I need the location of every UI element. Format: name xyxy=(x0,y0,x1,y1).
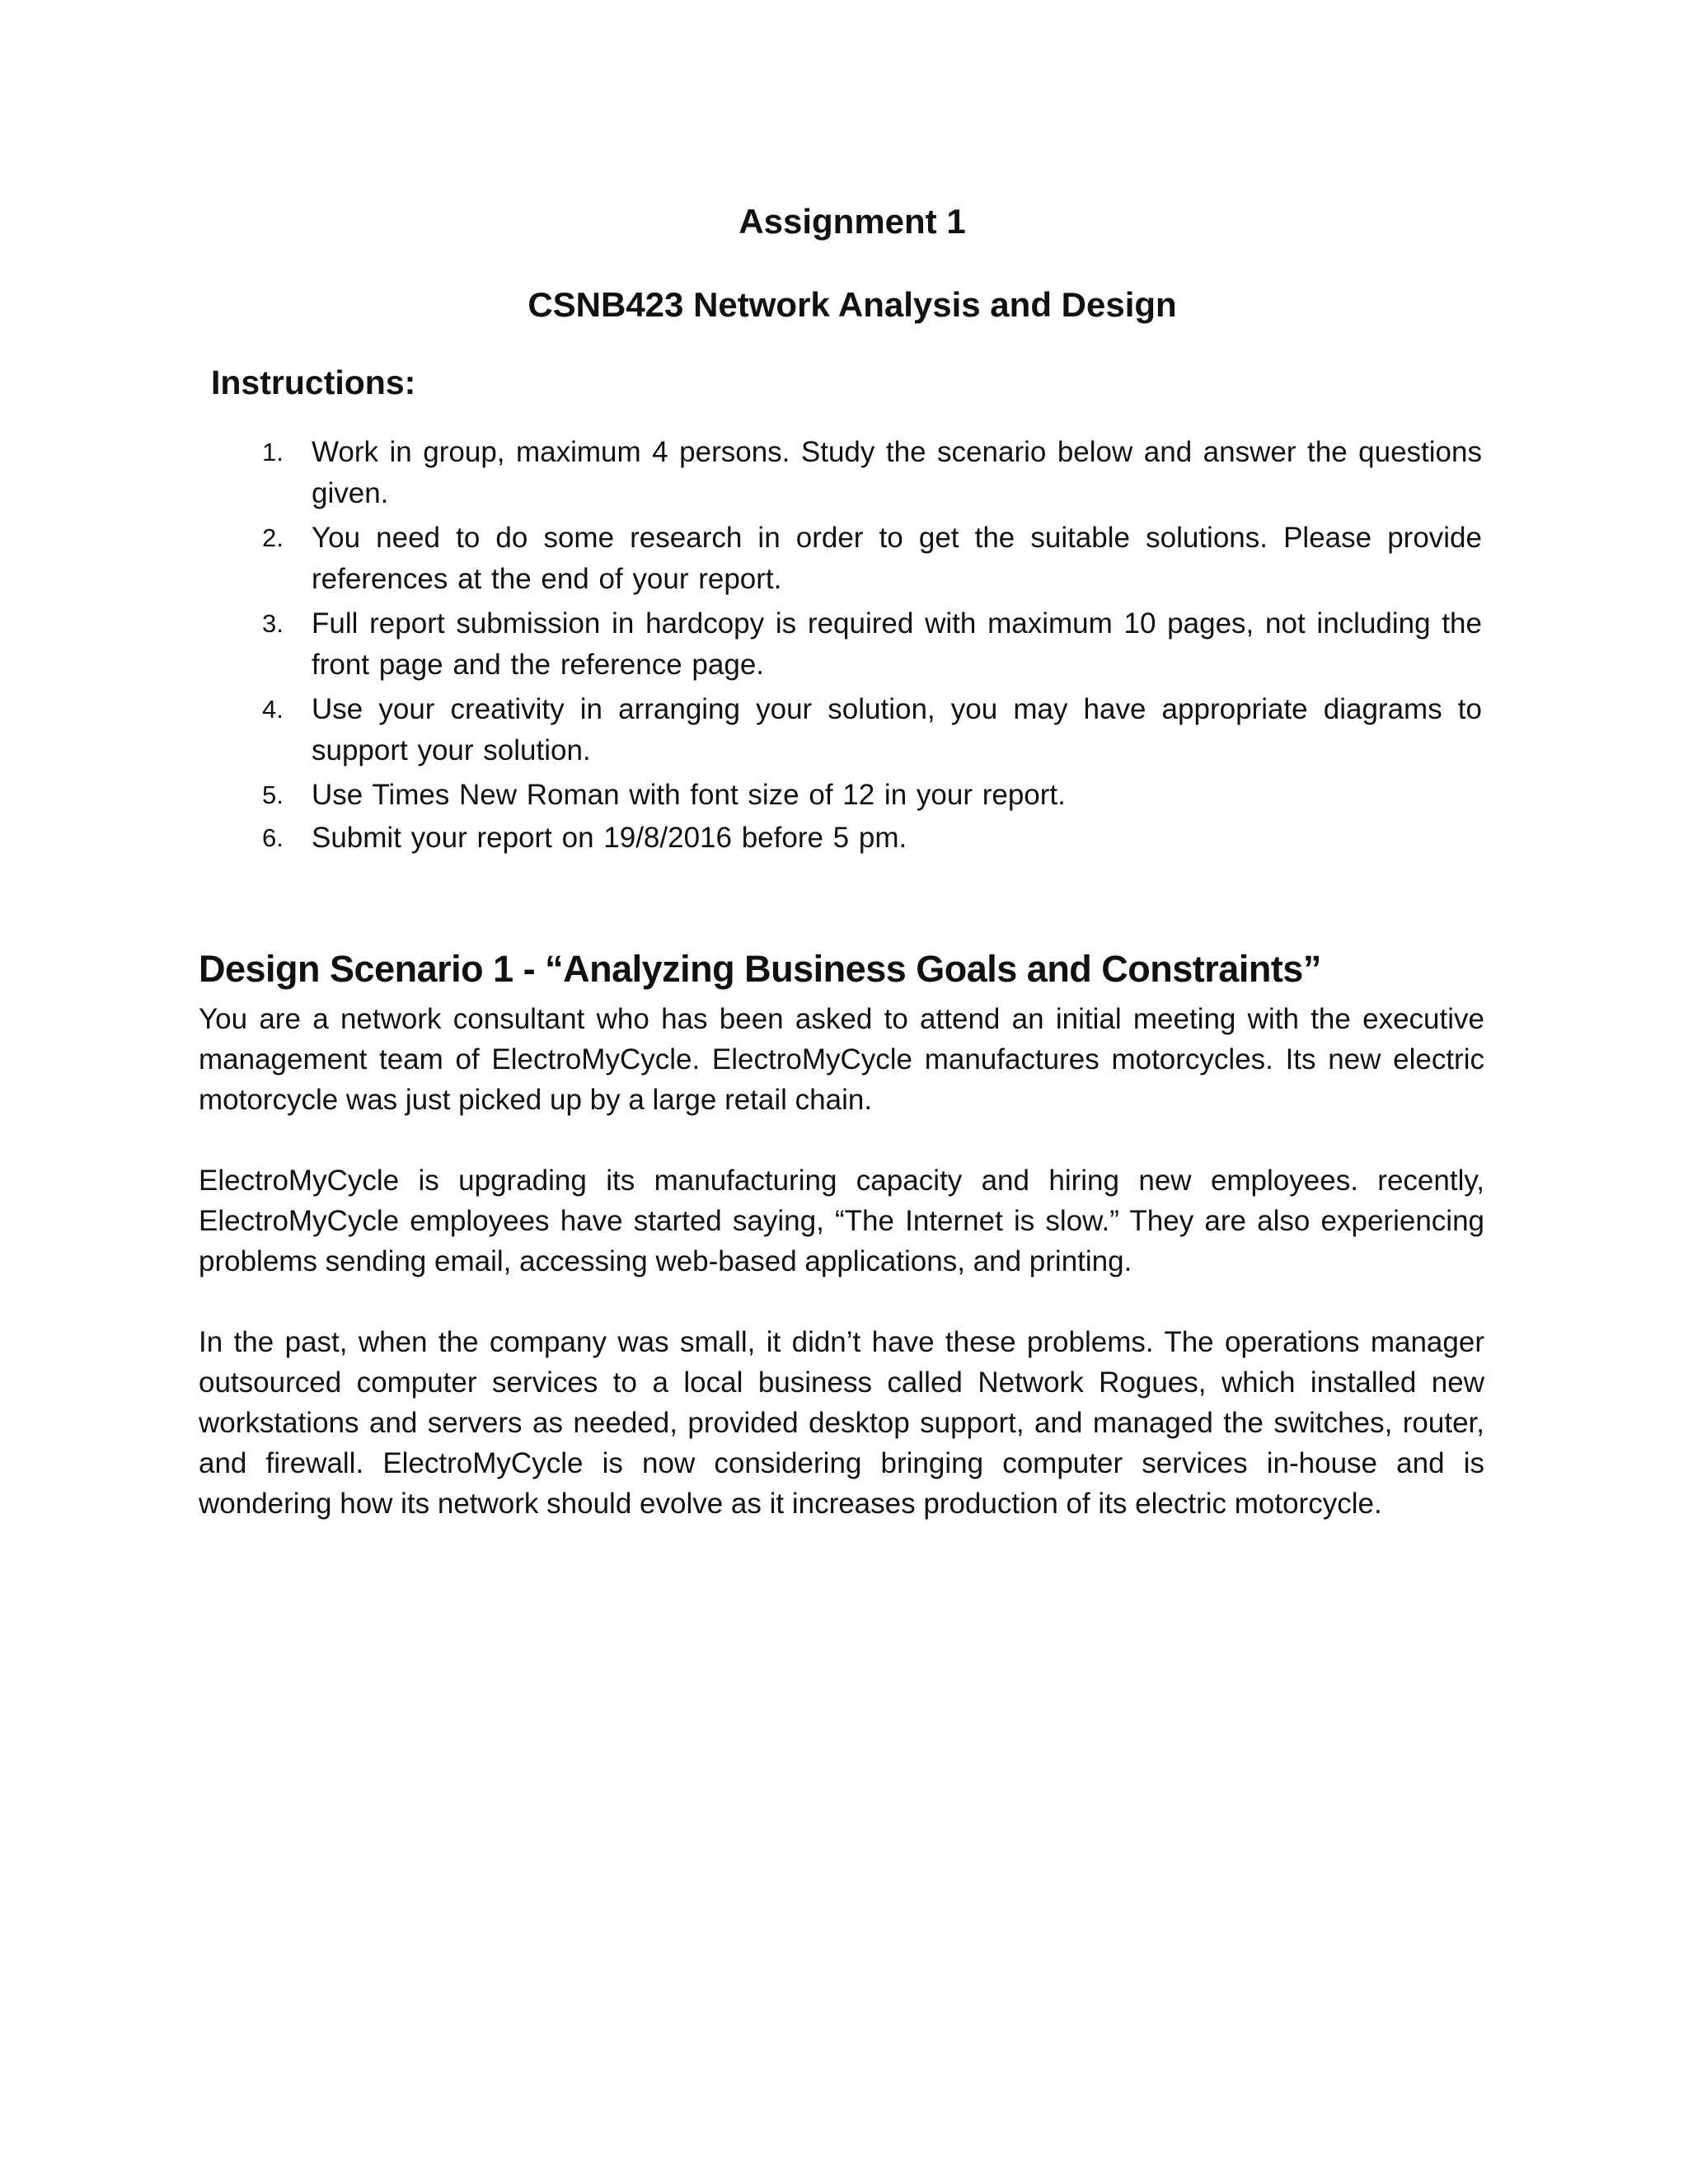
scenario-heading: Design Scenario 1 - “Analyzing Business Goals and Constraints” xyxy=(199,948,1321,990)
instruction-number: 4. xyxy=(262,695,284,724)
instruction-text: Full report submission in hardcopy is required with maximum 10 pages, not including the front page and the reference page. xyxy=(312,607,1482,681)
instruction-text: You need to do some research in order to get the suitable solutions. Please provide references at the end of your report. xyxy=(312,522,1482,595)
scenario-paragraph: ElectroMyCycle is upgrading its manufacturing capacity and hiring new employees. recently, ElectroMyCycle employees have started saying, “The Internet is slow.” They are also experiencing problems sending email, accessing web-based applications, and printing. xyxy=(199,1165,1484,1277)
instruction-text: Submit your report on 19/8/2016 before 5 pm. xyxy=(312,822,907,854)
instruction-text: Work in group, maximum 4 persons. Study the scenario below and answer the questions given. xyxy=(312,436,1482,509)
instruction-number: 6. xyxy=(262,823,284,852)
instruction-number: 2. xyxy=(262,523,284,552)
scenario-paragraph: You are a network consultant who has been asked to attend an initial meeting with the executive management team of ElectroMyCycle. ElectroMyCycle manufactures motorcycles. Its new electric motorcycle was just picked up by a large retail chain. xyxy=(199,1003,1484,1116)
instruction-number: 1. xyxy=(262,438,284,466)
instruction-text: Use your creativity in arranging your solution, you may have appropriate diagrams to support your solution. xyxy=(312,693,1482,766)
document-title: Assignment 1 xyxy=(738,202,966,241)
instructions-heading: Instructions: xyxy=(211,363,416,401)
instruction-number: 5. xyxy=(262,780,284,809)
course-title: CSNB423 Network Analysis and Design xyxy=(528,285,1177,324)
scenario-paragraph: In the past, when the company was small, it didn’t have these problems. The operations manager outsourced computer services to a local business called Network Rogues, which installed new workstations and servers as needed, provided desktop support, and managed the switches, router, and firewall. ElectroMyCycle is now considering bringing computer services in-house and is wondering how its network should evolve as it increases production of its electric motorcycle. xyxy=(199,1326,1484,1520)
instruction-text: Use Times New Roman with font size of 12 in your report. xyxy=(312,779,1066,811)
instruction-number: 3. xyxy=(262,609,284,638)
